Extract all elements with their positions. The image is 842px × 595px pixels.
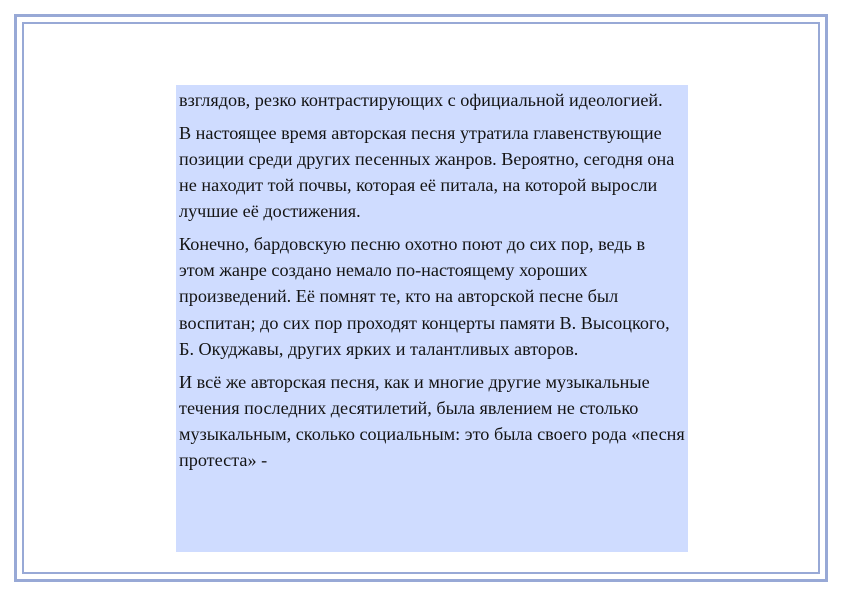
paragraph-1: взглядов, резко контрастирующих с официальной идеологией.	[179, 90, 663, 110]
paragraph-2: В настоящее время авторская песня утратила главенствующие позиции среди других песенных жанров. Вероятно, сегодня она не находит той почвы, которая её питала, на которой выросли лучшие её достижения.	[179, 122, 675, 222]
text-block	[176, 85, 688, 552]
paragraph-4: И всё же авторская песня, как и многие другие музыкальные течения последних десятилетий, была явлением не столько музыкальным, сколько социальным: это была своего рода «песня протеста» -	[179, 371, 685, 471]
paragraph-3: Конечно, бардовскую песню охотно поют до сих пор, ведь в этом жанре создано немало по-настоящему хороших произведений. Её помнят те, кто на авторской песне был воспитан; до сих пор проходят концерты памяти В. Высоцкого, Б. Окуджавы, других ярких и талантливых авторов.	[179, 234, 670, 359]
